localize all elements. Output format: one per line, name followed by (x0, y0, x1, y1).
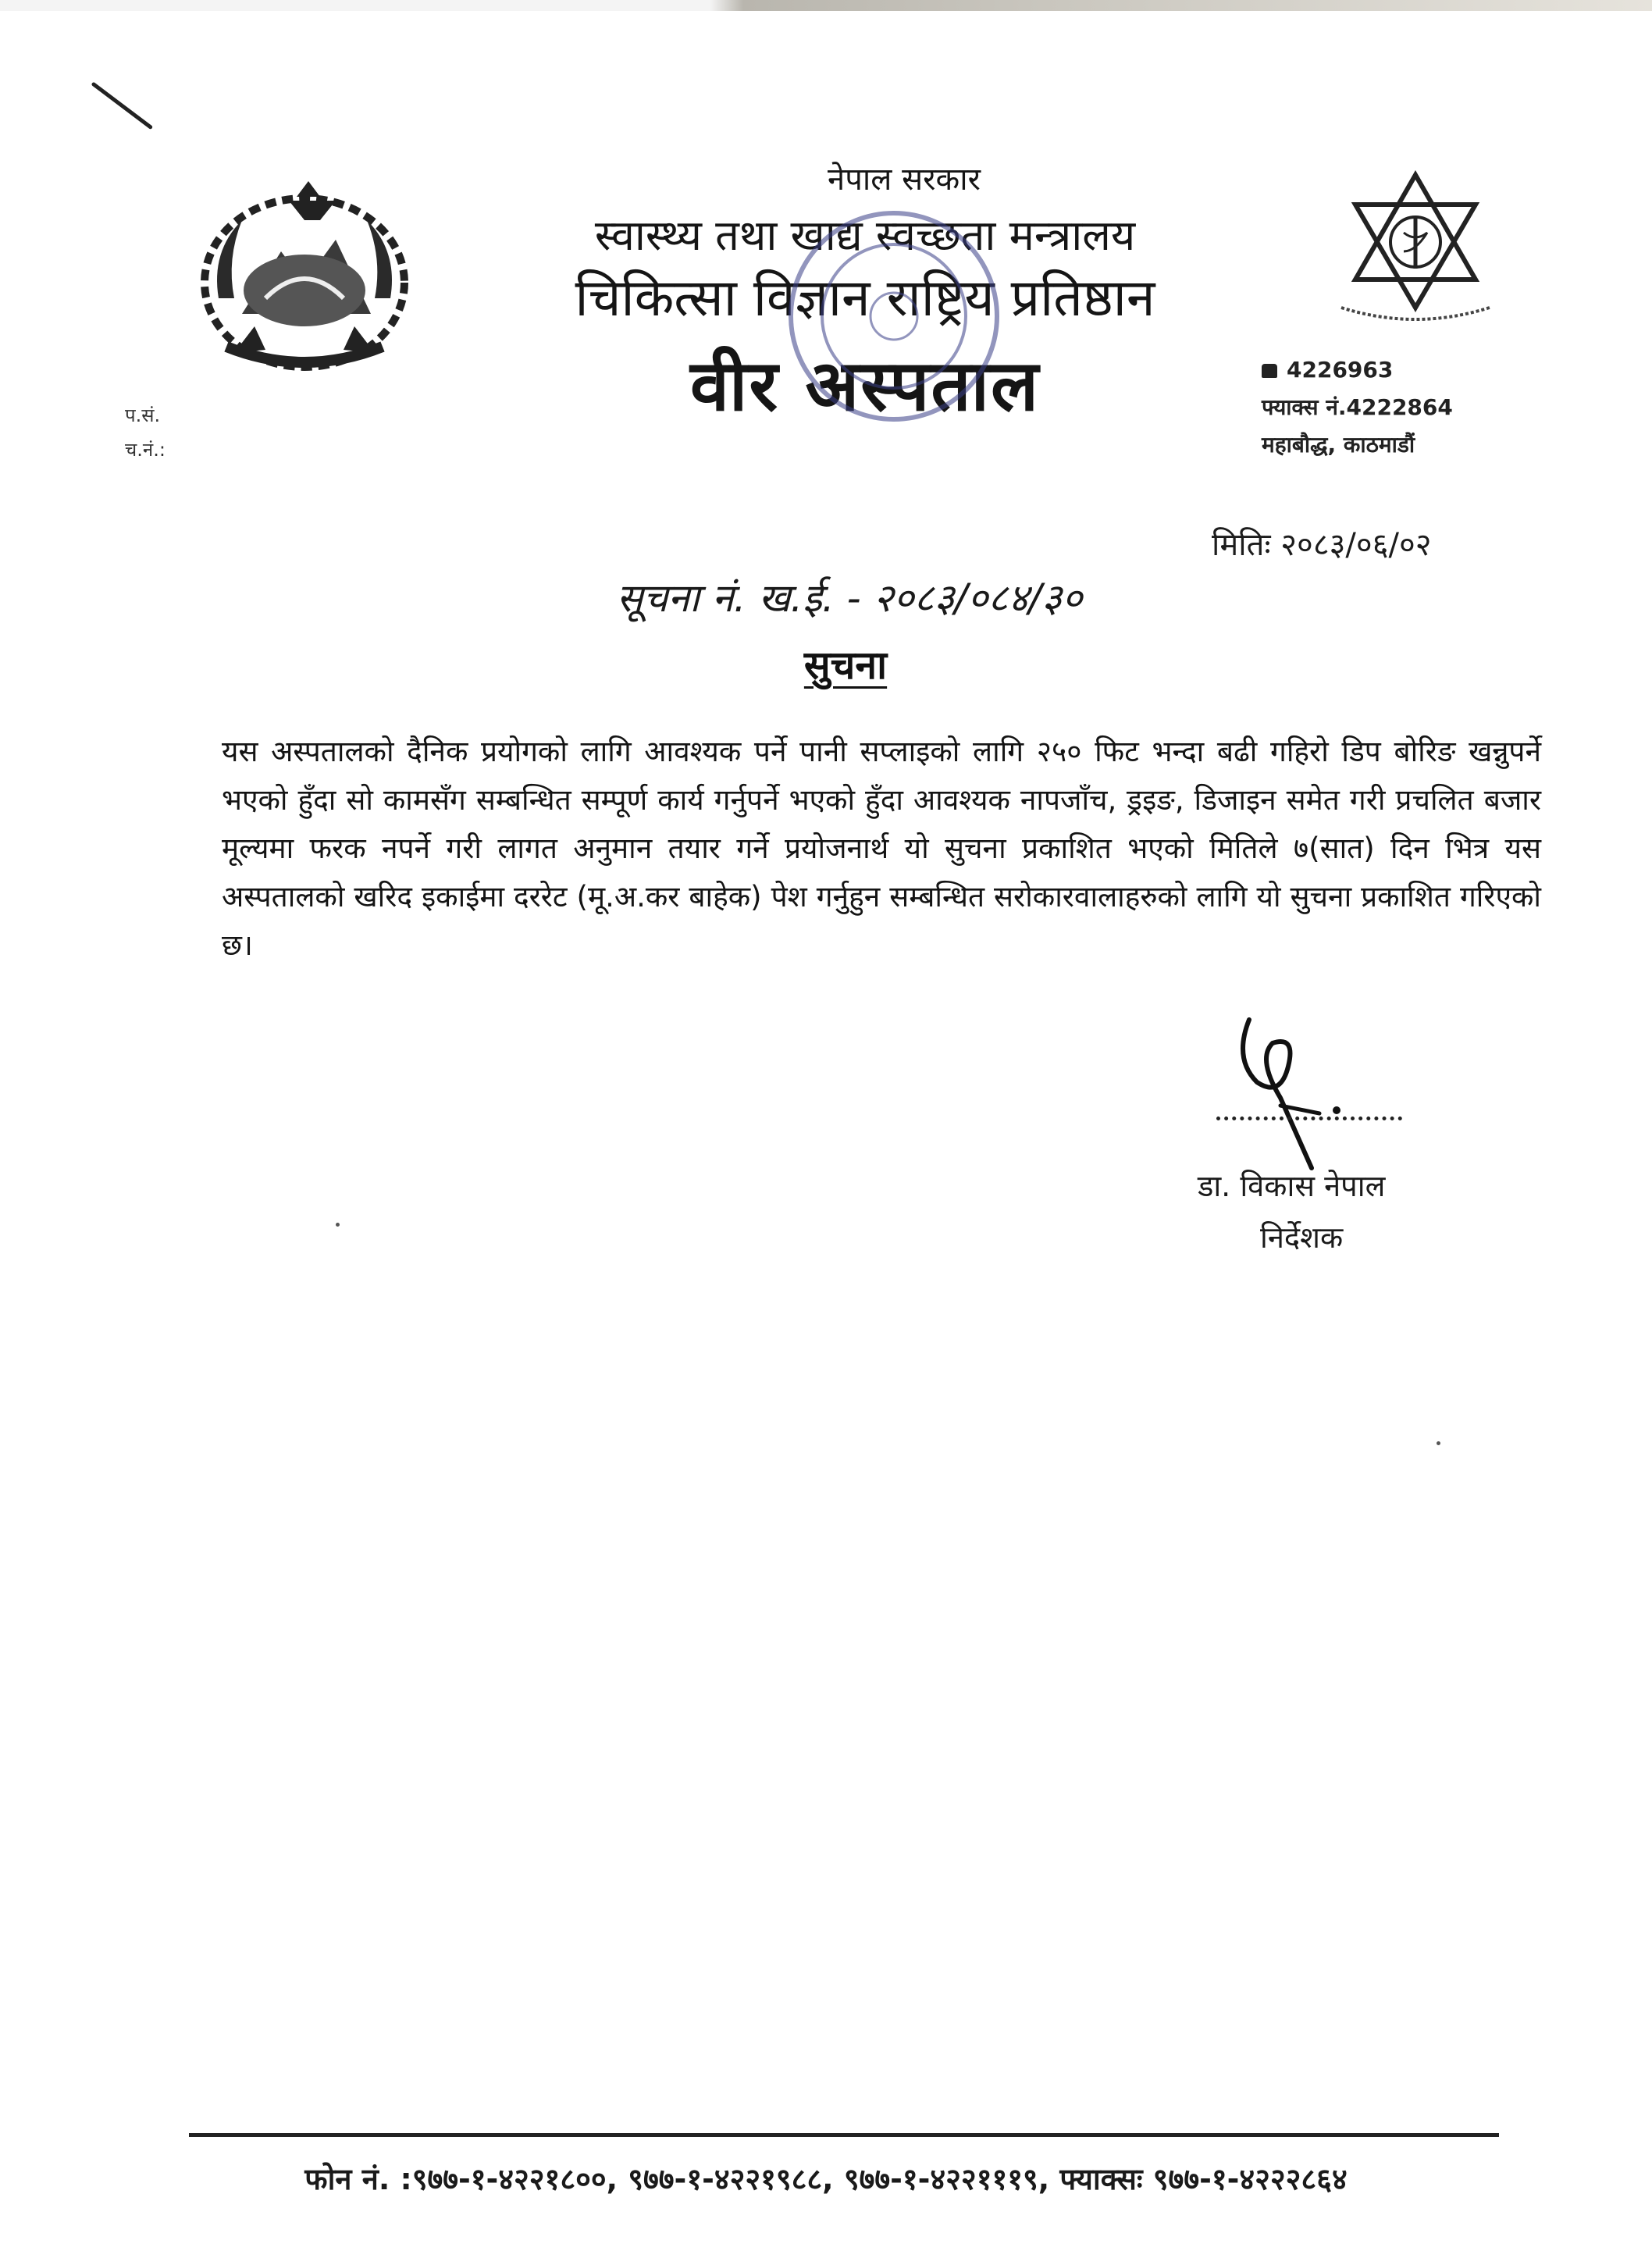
reference-numbers (125, 398, 166, 467)
scan-speck (1437, 1441, 1440, 1445)
ministry-name: स्वास्थ्य तथा खाद्य स्वच्छता मन्त्रालय (594, 211, 1136, 260)
notice-body: यस अस्पतालको दैनिक प्रयोगको लागि आवश्यक पर्ने पानी सप्लाइको लागि २५० फिट भन्दा बढी गहिरो डिप बोरिङ खन्नुपर्ने भएको हुँदा सो कामसँग सम्बन्धित सम्पूर्ण कार्य गर्नुपर्ने भएको हुँदा आवश्यक नापजाँच, ड्रइङ, डिजाइन समेत गरी प्रचलित बजार मूल्यमा फरक नपर्ने गरी लागत अनुमान तयार गर्ने प्रयोजनार्थ यो सुचना प्रकाशित भएको मितिले ७(सात) दिन भित्र यस अस्पतालको खरिद इकाईमा दररेट (मू.अ.कर बाहेक) पेश गर्नुहुन सम्बन्धित सरोकारवालाहरुको लागि यो सुचना प्रकाशित गरिएको छ। (222, 735, 1541, 962)
signature (1202, 988, 1405, 1184)
signatory-title: निर्देशक (1260, 1220, 1344, 1255)
notice-date: मितिः २०८३/०६/०२ (1212, 527, 1432, 563)
contact-block (1262, 351, 1453, 464)
government-name: नेपाल सरकार (828, 162, 981, 198)
phone-line (1262, 351, 1453, 389)
address-line: महाबौद्ध, काठमाडौं (1262, 432, 1415, 458)
notice-heading-text: सुचना (803, 643, 888, 688)
footer-contacts: फोन नं. :९७७-१-४२२१८००, ९७७-१-४२२१९८८, ९७७-१-४२२१११९, फ्याक्सः ९७७-१-४२२२८६४ (304, 2162, 1348, 2196)
fax-line: फ्याक्स नं.4222864 (1262, 394, 1453, 420)
pen-mark (91, 82, 153, 130)
scan-edge (0, 0, 1652, 11)
signatory-name: डा. विकास नेपाल (1198, 1169, 1386, 1203)
institution-name: चिकित्सा विज्ञान राष्ट्रिय प्रतिष्ठान (575, 268, 1155, 328)
phone-icon (1262, 364, 1277, 378)
notice-heading (0, 637, 1652, 690)
notice-number: सूचना नं. ख.ई. - २०८३/०८४/३० (616, 575, 1083, 621)
signature-line (1216, 1117, 1402, 1120)
phone-number: 4226963 (1287, 357, 1394, 383)
scan-speck (336, 1223, 340, 1227)
letter-number-label: प.सं. (125, 404, 161, 426)
footer-divider (189, 2133, 1499, 2137)
hospital-name: वीर अस्पताल (689, 345, 1040, 427)
dispatch-number-label: च.नं.: (125, 439, 166, 461)
office-seal-icon (781, 203, 1007, 429)
